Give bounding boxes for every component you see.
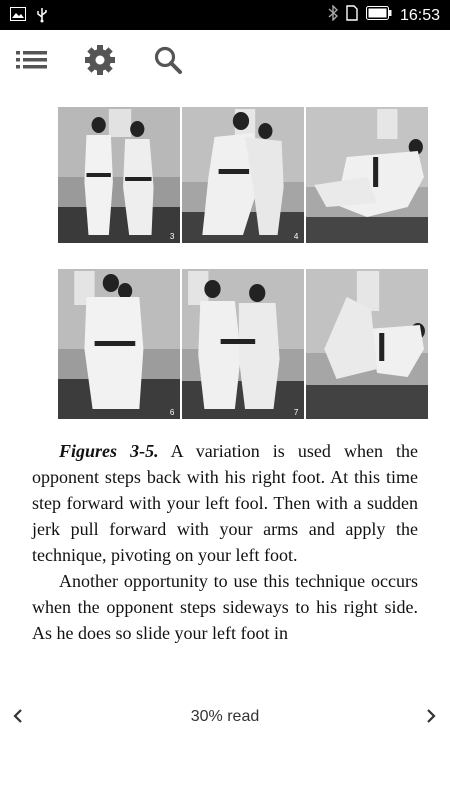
search-icon — [153, 45, 183, 80]
chevron-right-icon — [425, 708, 437, 729]
judo-photo-6 — [58, 269, 180, 419]
figure-number: 7 — [293, 408, 299, 417]
usb-icon — [36, 7, 48, 28]
status-left-icons — [10, 7, 48, 28]
figure-number: 6 — [169, 408, 175, 417]
table-of-contents-button[interactable] — [12, 42, 52, 82]
next-page-button[interactable] — [419, 706, 443, 730]
judo-photo-4 — [182, 107, 304, 243]
search-button[interactable] — [148, 42, 188, 82]
judo-photo-7 — [182, 269, 304, 419]
settings-button[interactable] — [80, 42, 120, 82]
bluetooth-icon — [328, 5, 338, 26]
status-clock: 16:53 — [399, 6, 440, 24]
judo-photo-5 — [306, 107, 428, 243]
book-page[interactable] — [0, 94, 450, 694]
paragraph-1 — [32, 438, 418, 568]
status-bar — [0, 0, 450, 30]
reading-progress: 30% read — [190, 708, 260, 725]
judo-photo-8 — [306, 269, 428, 419]
sim-icon — [346, 5, 358, 26]
figure-number: 4 — [293, 232, 299, 241]
status-right-icons — [328, 5, 440, 26]
figure-row-2 — [58, 269, 428, 419]
table-of-contents-icon — [16, 50, 48, 75]
paragraph-2: Another opportunity to use this technique occurs when the opponent steps sideways to his right side. As he does so slide your left foot in — [32, 571, 418, 643]
figure-number: 3 — [169, 232, 175, 241]
settings-gear-icon — [84, 44, 116, 81]
figure-reference: Figures 3-5. — [59, 441, 159, 461]
reader-footer — [0, 698, 450, 738]
image-icon — [10, 7, 26, 28]
battery-icon — [366, 6, 392, 25]
reader-toolbar — [0, 30, 450, 94]
judo-photo-3 — [58, 107, 180, 243]
paragraph-1-text: A variation is used when the opponent steps back with his right foot. At this time step forward with your left fool. Then with a sudden jerk pull forward with your arms and apply the technique, pivoting on your left foot. — [32, 441, 419, 565]
body-text — [32, 438, 418, 646]
figure-row-1 — [58, 107, 428, 243]
